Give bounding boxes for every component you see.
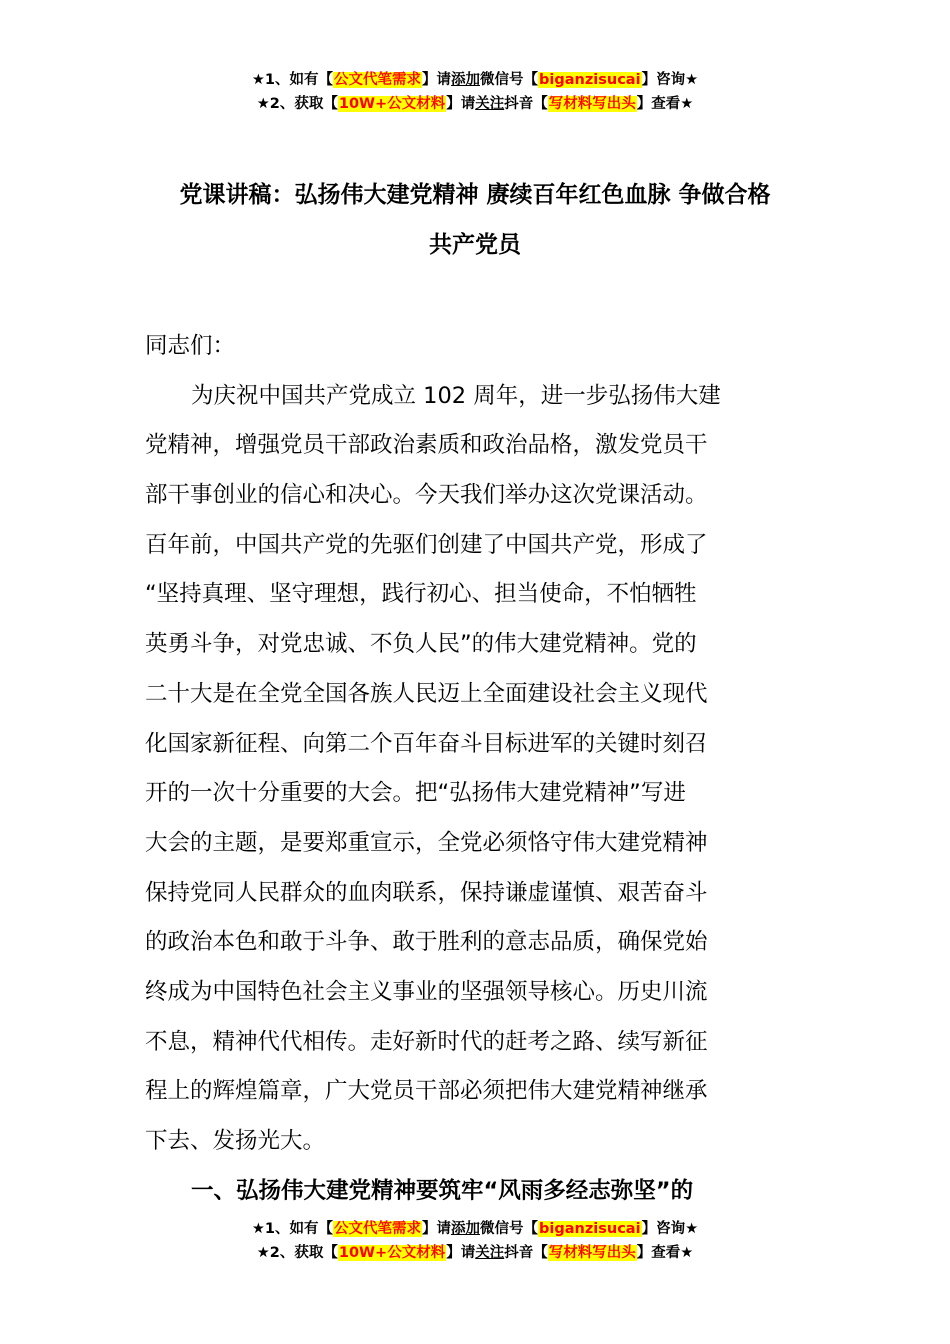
promo-text: 】查看★ [636, 1245, 694, 1261]
promo-text: 】咨询★ [641, 72, 699, 88]
promo-highlight: 10W+公文材料 [338, 96, 446, 112]
body-line: 开的一次十分重要的大会。把“弘扬伟大建党精神”写进 [145, 780, 686, 807]
body-line: 终成为中国特色社会主义事业的坚强领导核心。历史川流 [145, 978, 708, 1005]
salutation: 同志们： [145, 333, 236, 359]
promo-text: 抖音【 [504, 1245, 548, 1261]
body-line: 百年前，中国共产党的先驱们创建了中国共产党，形成了 [145, 531, 708, 558]
promo-text: ★1、如有【 [251, 72, 334, 88]
promo-text: ★2、获取【 [256, 1245, 338, 1261]
promo-line-2 [0, 92, 950, 116]
body-line: 部干事创业的信心和决心。今天我们举办这次党课活动。 [145, 482, 708, 509]
document-title [145, 170, 805, 270]
body-line: 不息，精神代代相传。走好新时代的赶考之路、续写新征 [145, 1028, 708, 1055]
promo-text: 微信号【 [480, 1221, 539, 1237]
body-line: 程上的辉煌篇章，广大党员干部必须把伟大建党精神继承 [145, 1078, 708, 1105]
promo-underline: 添加 [451, 1221, 481, 1237]
promo-text: 】请 [422, 1221, 452, 1237]
document-body [145, 322, 810, 1216]
body-line: 党精神，增强党员干部政治素质和政治品格，激发党员干 [145, 432, 708, 459]
promo-text: 】咨询★ [641, 1221, 699, 1237]
promo-highlight: biganzisucai [539, 72, 641, 88]
body-line: 保持党同人民群众的血肉联系，保持谦虚谨慎、艰苦奋斗 [145, 879, 708, 906]
promo-header [0, 68, 950, 116]
promo-underline: 关注 [475, 1245, 505, 1261]
promo-underline: 关注 [475, 96, 505, 112]
promo-highlight: 公文代笔需求 [334, 72, 422, 88]
promo-highlight: 写材料写出头 [548, 1245, 636, 1261]
body-line: 的政治本色和敢于斗争、敢于胜利的意志品质，确保党始 [145, 929, 708, 956]
promo-line-1 [0, 1217, 950, 1241]
promo-line-1 [0, 68, 950, 92]
promo-text: 微信号【 [480, 72, 539, 88]
title-line-1: 党课讲稿：弘扬伟大建党精神 赓续百年红色血脉 争做合格 [179, 182, 771, 208]
body-line: 化国家新征程、向第二个百年奋斗目标进军的关键时刻召 [145, 730, 708, 757]
promo-footer [0, 1217, 950, 1265]
promo-highlight: 10W+公文材料 [338, 1245, 446, 1261]
promo-text: ★1、如有【 [251, 1221, 334, 1237]
title-line-2: 共产党员 [429, 232, 521, 258]
body-line: 为庆祝中国共产党成立 102 周年，进一步弘扬伟大建 [191, 382, 721, 409]
promo-text: 】查看★ [636, 96, 694, 112]
promo-text: ★2、获取【 [256, 96, 338, 112]
promo-highlight: 写材料写出头 [548, 96, 636, 112]
promo-highlight: 公文代笔需求 [334, 1221, 422, 1237]
promo-text: 抖音【 [504, 96, 548, 112]
body-line: “坚持真理、坚守理想，践行初心、担当使命，不怕牺牲 [145, 581, 697, 608]
body-line: 下去、发扬光大。 [145, 1128, 326, 1154]
promo-underline: 添加 [451, 72, 481, 88]
body-line: 大会的主题，是要郑重宣示，全党必须恪守伟大建党精神 [145, 829, 708, 856]
section-heading: 一、弘扬伟大建党精神要筑牢“风雨多经志弥坚”的 [191, 1177, 694, 1204]
body-line: 二十大是在全党全国各族人民迈上全面建设社会主义现代 [145, 680, 708, 707]
promo-line-2 [0, 1241, 950, 1265]
promo-text: 】请 [446, 1245, 476, 1261]
promo-highlight: biganzisucai [539, 1221, 641, 1237]
promo-text: 】请 [422, 72, 452, 88]
body-line: 英勇斗争，对党忠诚、不负人民”的伟大建党精神。党的 [145, 631, 697, 658]
promo-text: 】请 [446, 96, 476, 112]
